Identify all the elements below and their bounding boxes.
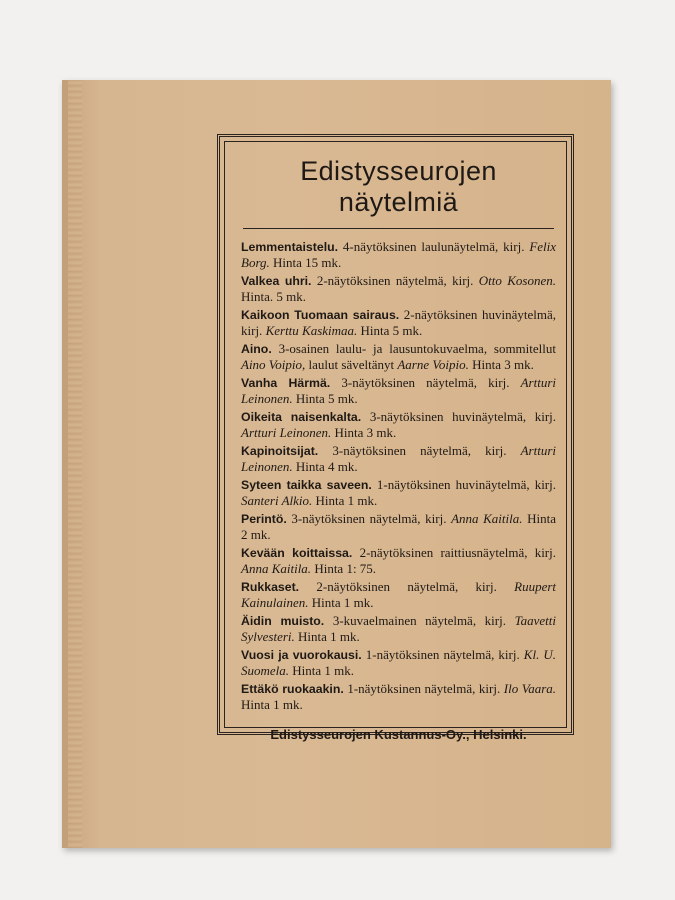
play-name: Vuosi ja vuorokausi. (241, 648, 362, 662)
play-desc: 3-näytöksinen näytelmä, kirj. (332, 443, 507, 458)
play-price: Hinta 1 mk. (298, 629, 360, 644)
play-desc: 2-näytöksinen huvinäytelmä, kirj. (241, 307, 556, 338)
play-name: Rukkaset. (241, 580, 300, 594)
play-entry (241, 545, 556, 577)
publisher-line: Edistysseurojen Kustannus-Oy., Helsinki. (270, 727, 527, 742)
play-name: Ettäkö ruokaakin. (241, 682, 344, 696)
play-desc: 3-kuvaelmainen näytelmä, kirj. (332, 613, 506, 628)
play-price: Hinta 1 mk. (311, 595, 374, 610)
play-author: Kl. U. Suomela. (241, 647, 556, 678)
play-price: Hinta 1 mk. (315, 493, 378, 508)
play-author: Otto Kosonen. (478, 273, 556, 288)
play-entry (241, 307, 556, 339)
play-desc: 2-näytöksinen näytelmä, kirj. (316, 273, 474, 288)
play-desc: laulut säveltänyt (308, 357, 395, 372)
play-price: Hinta 2 mk. (241, 511, 556, 542)
play-name: Kaikoon Tuomaan sairaus. (241, 308, 400, 322)
play-price: Hinta 15 mk. (273, 255, 342, 270)
play-name: Perintö. (241, 512, 287, 526)
play-price: Hinta 1 mk. (241, 697, 303, 712)
play-name: Vanha Härmä. (241, 376, 331, 390)
play-price: Hinta. 5 mk. (241, 289, 306, 304)
page-title: Edistysseurojen näytelmiä (300, 156, 497, 217)
play-desc: 1-näytöksinen huvinäytelmä, kirj. (376, 477, 557, 492)
play-author: Felix Borg. (241, 239, 557, 270)
play-entry (241, 579, 556, 611)
book-spine (68, 80, 82, 848)
play-author: Artturi Leinonen. (241, 425, 332, 440)
play-list (241, 239, 556, 713)
play-name: Kevään koittaissa. (241, 546, 353, 560)
play-entry (241, 375, 556, 407)
play-entry (241, 613, 556, 645)
play-name: Kapinoitsijat. (241, 444, 319, 458)
play-entry (241, 273, 556, 305)
play-desc: 3-näytöksinen näytelmä, kirj. (341, 375, 510, 390)
play-name: Äidin muisto. (241, 614, 325, 628)
play-desc: 4-näytöksinen laulunäytelmä, kirj. (342, 239, 525, 254)
play-entry (241, 647, 556, 679)
play-author: Kerttu Kaskimaa. (265, 323, 358, 338)
play-name: Oikeita naisenkalta. (241, 410, 362, 424)
play-author: Anna Kaitila. (241, 561, 312, 576)
play-name: Valkea uhri. (241, 274, 312, 288)
play-desc: 3-näytöksinen huvinäytelmä, kirj. (369, 409, 557, 424)
play-author: Aino Voipio, (241, 357, 306, 372)
play-desc: 3-osainen laulu- ja lausuntokuvaelma, sommitellut (278, 341, 556, 356)
play-price: Hinta 1: 75. (314, 561, 377, 576)
play-desc: 3-näytöksinen näytelmä, kirj. (291, 511, 447, 526)
play-author: Artturi Leinonen. (241, 443, 557, 474)
play-price: Hinta 5 mk. (295, 391, 358, 406)
play-entry (241, 511, 556, 543)
play-price: Hinta 3 mk. (334, 425, 397, 440)
play-author: Ilo Vaara. (503, 681, 557, 696)
play-entry (241, 477, 556, 509)
play-author: Anna Kaitila. (451, 511, 523, 526)
play-author: Aarne Voipio. (397, 357, 469, 372)
title-divider (243, 228, 554, 229)
play-entry (241, 409, 556, 441)
play-name: Syteen taikka saveen. (241, 478, 372, 492)
play-entry (241, 443, 556, 475)
play-author: Santeri Alkio. (241, 493, 313, 508)
play-desc: 2-näytöksinen raittiusnäytelmä, kirj. (359, 545, 557, 560)
play-author: Artturi Leinonen. (241, 375, 557, 406)
play-author: Taavetti Sylvesteri. (241, 613, 557, 644)
play-price: Hinta 5 mk. (360, 323, 423, 338)
play-desc: 1-näytöksinen näytelmä, kirj. (347, 681, 501, 696)
play-entry (241, 341, 556, 373)
advertisement-content (224, 141, 567, 742)
play-price: Hinta 1 mk. (292, 663, 355, 678)
play-name: Lemmentaistelu. (241, 240, 339, 254)
play-author: Ruupert Kainulainen. (241, 579, 557, 610)
play-name: Aino. (241, 342, 272, 356)
advertisement-frame (217, 134, 574, 742)
play-price: Hinta 3 mk. (472, 357, 534, 372)
play-entry (241, 239, 556, 271)
play-desc: 2-näytöksinen näytelmä, kirj. (316, 579, 497, 594)
book-back-cover (62, 80, 611, 848)
play-entry (241, 681, 556, 713)
play-price: Hinta 4 mk. (295, 459, 358, 474)
play-desc: 1-näytöksinen näytelmä, kirj. (365, 647, 520, 662)
